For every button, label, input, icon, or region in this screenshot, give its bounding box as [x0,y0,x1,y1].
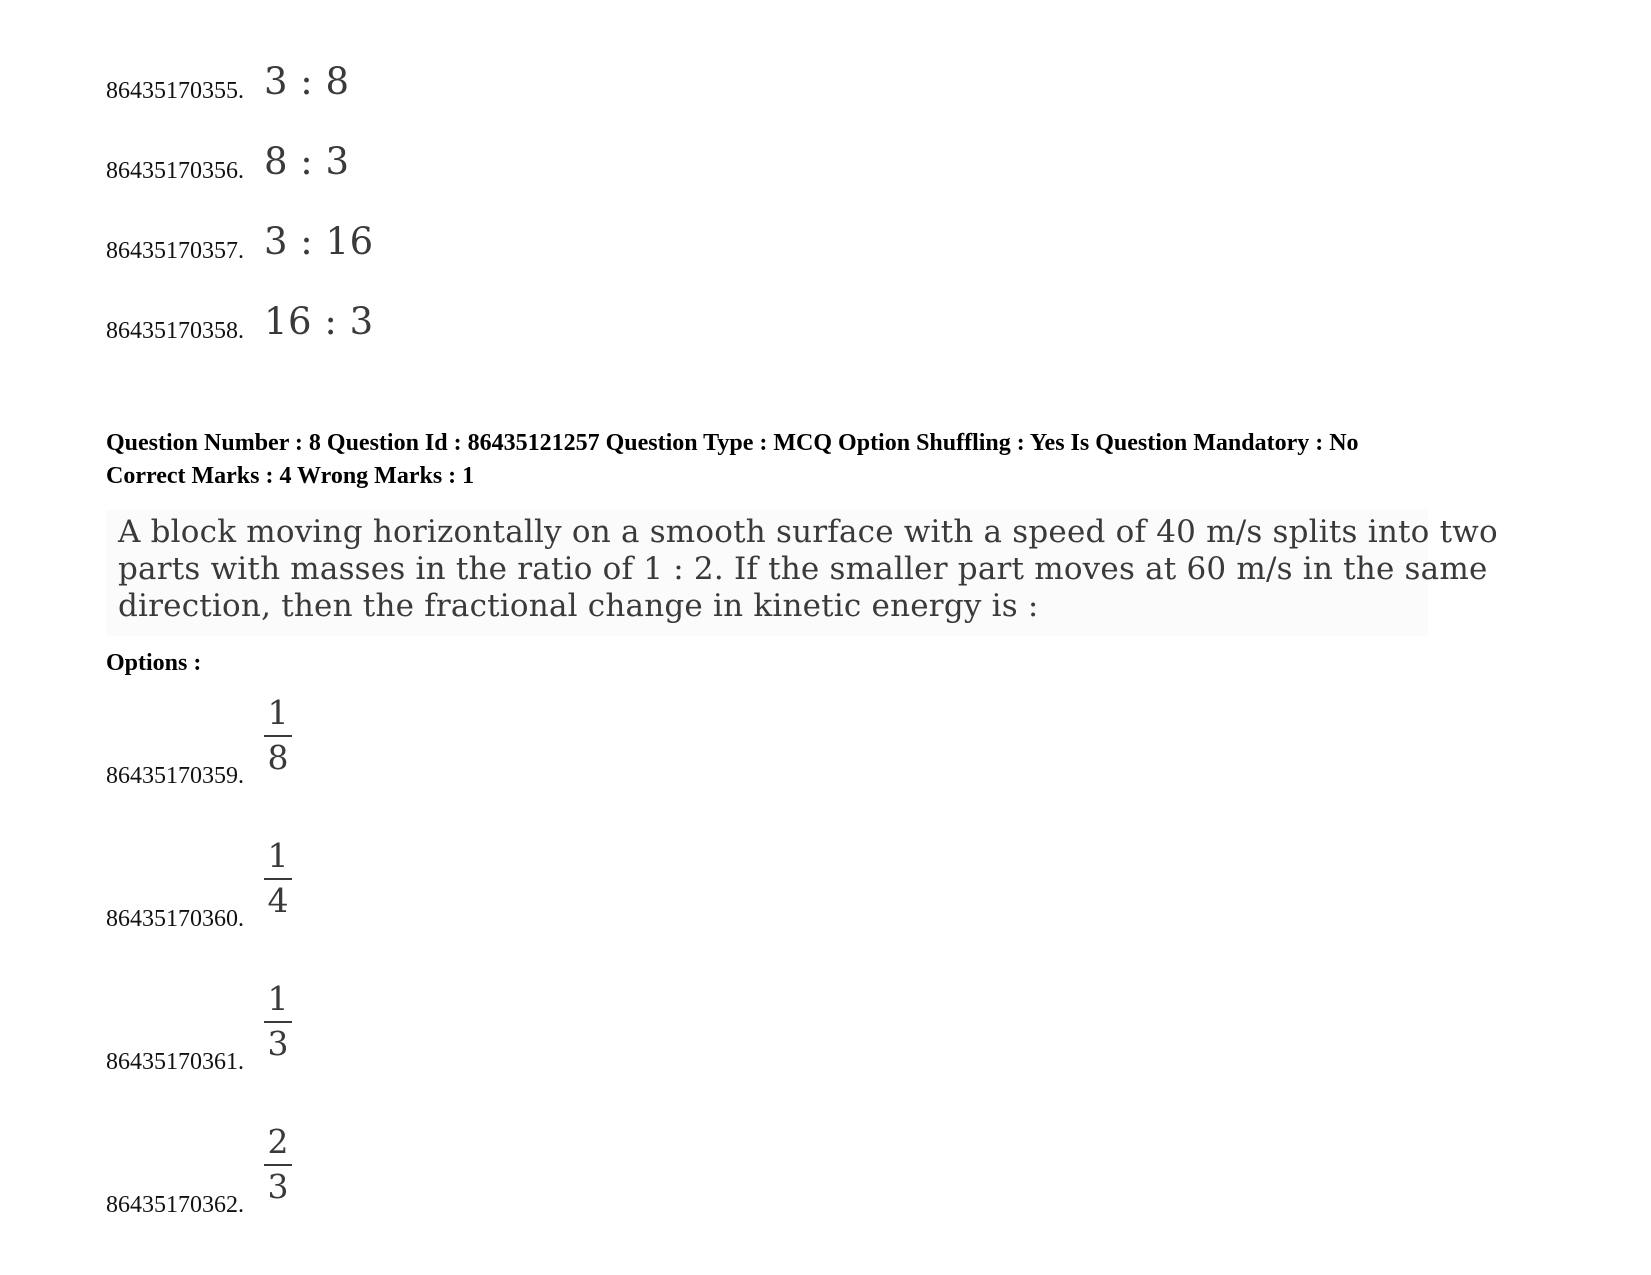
option-row [106,60,806,120]
option-row [106,981,806,1091]
fraction [264,1124,292,1205]
fraction [264,838,292,919]
fraction-numerator: 1 [267,979,289,1018]
option-id: 86435170359. [106,763,244,789]
option-row [106,695,806,805]
question-text-line: parts with masses in the ratio of 1 : 2. If the smaller part moves at 60 m/s in the same [118,551,1488,587]
fraction-denominator: 3 [267,1167,289,1206]
option-id: 86435170362. [106,1192,244,1218]
option-value: 3 : 8 [264,60,350,103]
option-id: 86435170360. [106,906,244,932]
question-text-line: direction, then the fractional change in kinetic energy is : [118,588,1039,624]
fraction-bar [264,878,292,880]
option-id: 86435170355. [106,78,244,104]
option-value: 16 : 3 [264,300,374,343]
options-label: Options : [106,650,202,676]
option-row [106,140,806,200]
fraction-bar [264,1164,292,1166]
question-marks: Correct Marks : 4 Wrong Marks : 1 [106,463,475,489]
option-id: 86435170358. [106,318,244,344]
fraction-numerator: 1 [267,693,289,732]
question-text-line: A block moving horizontally on a smooth surface with a speed of 40 m/s splits into two [118,514,1498,550]
question-meta: Question Number : 8 Question Id : 86435121257 Question Type : MCQ Option Shuffling : Yes Is Question Mandatory : No [106,430,1359,456]
fraction [264,981,292,1062]
option-id: 86435170356. [106,158,244,184]
fraction-bar [264,1021,292,1023]
option-row [106,838,806,948]
option-id: 86435170361. [106,1049,244,1075]
option-row [106,300,806,360]
option-row [106,1124,806,1234]
fraction-denominator: 4 [267,881,289,920]
fraction [264,695,292,776]
option-value: 3 : 16 [264,220,374,263]
fraction-bar [264,735,292,737]
fraction-numerator: 2 [267,1122,289,1161]
question-text-block [106,510,1498,636]
fraction-denominator: 8 [267,738,289,777]
fraction-numerator: 1 [267,836,289,875]
option-id: 86435170357. [106,238,244,264]
option-row [106,220,806,280]
fraction-denominator: 3 [267,1024,289,1063]
option-value: 8 : 3 [264,140,350,183]
